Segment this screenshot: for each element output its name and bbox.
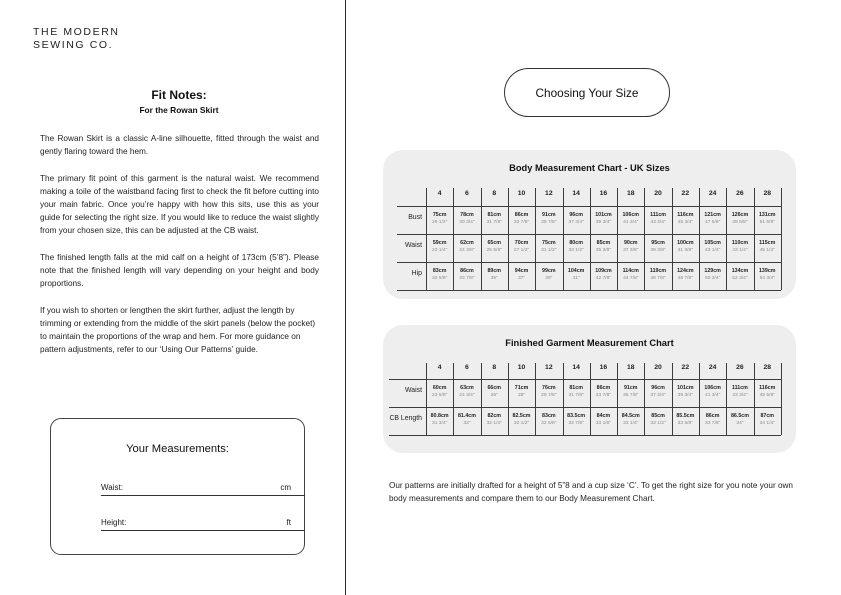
cell-inch-value: 35" [490,276,498,281]
cell-cm-value: 121cm [704,212,721,218]
table-cell [672,385,699,399]
page-divider [345,0,346,595]
size-header: 26 [736,364,744,371]
cell-cm-value: 86cm [514,212,529,218]
cell-inch-value: 32 7/8" [568,421,584,426]
cell-cm-value: 85cm [651,413,665,419]
table-cell [726,212,753,226]
cell-cm-value: 87cm [760,413,775,419]
cell-cm-value: 65cm [487,240,502,246]
cell-cm-value: 78cm [460,212,474,218]
table-cell [644,212,671,226]
size-header: 8 [492,190,497,197]
size-header: 12 [545,190,553,197]
cell-cm-value: 81.4cm [457,413,476,419]
table-row-rule [397,290,781,291]
size-header: 26 [736,190,744,197]
your-measurements-title: Your Measurements: [126,443,229,455]
cell-inch-value: 34 1/4" [759,421,775,426]
fit-notes-paragraph: The primary fit point of this garment is the natural waist. We recommend making a toile of the waistband facing first to check the fit before cutting into your main fabric. Once you’re happy with how this sits, use this as your guide for selecting the right size. If you would like to reduce the waist slightly from your chosen size, this can be adjusted at the CB waist. [40,173,319,236]
cell-inch-value: 32 1/2" [513,421,530,426]
cell-cm-value: 84cm [596,413,611,419]
table-row-rule [389,379,781,380]
cell-inch-value: 50 3/4" [704,276,721,281]
table-cell [617,240,644,254]
cell-inch-value: 29 1/2" [431,220,448,225]
table-cell [754,240,781,254]
table-cell [644,385,671,399]
size-header: 22 [681,364,690,371]
cell-inch-value: 31 3/4" [431,421,448,426]
cell-cm-value: 86cm [705,413,720,419]
cell-cm-value: 81cm [569,385,583,391]
size-header: 16 [599,364,608,371]
body-measurement-chart [383,150,796,299]
brand-logo [33,26,120,52]
cell-inch-value: 39" [545,276,553,281]
table-column-rule [781,188,782,290]
cell-cm-value: 96cm [569,212,583,218]
cell-cm-value: 75cm [432,212,447,218]
table-cell [590,240,617,254]
cell-inch-value: 52 3/4" [732,276,748,281]
cell-inch-value: 31 7/8" [568,393,584,398]
table-cell [481,268,508,282]
fit-notes-paragraph: The Rowan Skirt is a classic A-line silhouette, fitted through the waist and gently flaring toward the hem. [40,134,319,157]
table-cell [426,413,453,427]
waist-measurement-field[interactable] [101,480,305,496]
height-measurement-field[interactable] [101,515,305,531]
cell-cm-value: 129cm [704,268,721,274]
cell-cm-value: 90cm [623,240,638,246]
cell-inch-value: 51 5/8" [759,220,775,225]
cell-inch-value: 39 3/4" [595,220,612,225]
cell-cm-value: 96cm [651,385,665,391]
cell-inch-value: 41 3/4" [704,393,721,398]
cell-cm-value: 91cm [542,212,556,218]
size-header: 20 [654,364,662,371]
size-header: 14 [572,190,580,197]
table-cell [426,385,453,399]
cell-inch-value: 33 1/2" [568,248,584,253]
table-cell [590,385,617,399]
cell-cm-value: 101cm [677,385,694,391]
table-cell [672,212,699,226]
cell-inch-value: 33 5/8" [677,421,693,426]
cell-cm-value: 85.5cm [676,413,695,419]
cell-cm-value: 86.5cm [730,413,749,419]
table-cell [644,413,671,427]
cell-inch-value: 27 1/2" [513,248,530,253]
cell-cm-value: 83cm [542,413,556,419]
cell-cm-value: 119cm [649,268,667,274]
cell-inch-value: 35 7/8" [623,393,639,398]
table-cell [453,240,480,254]
cell-cm-value: 86cm [460,268,474,274]
size-header: 14 [572,364,580,371]
cell-cm-value: 70cm [514,240,529,246]
table-cell [699,240,726,254]
size-header: 20 [654,190,662,197]
cell-inch-value: 23 5/8" [431,393,448,398]
table-cell [535,385,562,399]
table-cell [754,385,781,399]
cell-cm-value: 115cm [759,240,776,246]
size-header: 12 [545,364,553,371]
fit-notes-paragraph: If you wish to shorten or lengthen the skirt further, adjust the length by trimming or extending from the middle of the skirt panels (below the pocket) to maintain the proportions of the wrap and hem. For more guidance on pattern adjustments, refer to our ‘Using Our Patterns’ guide. [40,305,316,355]
cell-inch-value: 32 5/8" [541,421,557,426]
size-header: 4 [437,364,442,371]
table-cell [453,212,480,226]
your-measurements-box [50,418,305,555]
fit-notes-subtitle: For the Rowan Skirt [139,105,219,115]
size-header: 6 [465,190,469,197]
table-cell [453,268,480,282]
table-cell [672,413,699,427]
cell-inch-value: 41 3/4" [623,220,639,225]
height-field-unit: ft [286,518,291,527]
table-cell [726,240,753,254]
table-column-rule [781,363,782,435]
table-cell [535,212,562,226]
cell-inch-value: 43 1/4" [732,248,748,253]
cell-inch-value: 42 7/8" [595,276,612,281]
table-cell [481,385,508,399]
cell-cm-value: 75cm [542,240,556,246]
table-cell [535,268,562,282]
cell-cm-value: 66cm [487,385,502,391]
height-field-label: Height: [101,518,127,527]
waist-field-label: Waist: [101,483,123,492]
table-cell [754,212,781,226]
table-cell [699,385,726,399]
cell-inch-value: 37 3/8" [623,248,639,253]
size-header: 6 [465,364,469,371]
table-row-rule [389,435,781,436]
table-cell [754,268,781,282]
cell-cm-value: 124cm [677,268,694,274]
cell-cm-value: 106cm [704,385,721,391]
cell-inch-value: 37 3/4" [568,220,584,225]
row-label: Hip [411,270,422,277]
table-cell [726,268,753,282]
cell-cm-value: 105cm [704,240,721,246]
size-header: 24 [708,190,717,197]
table-cell [535,413,562,427]
table-cell [672,268,699,282]
table-cell [426,268,453,282]
table-cell [644,240,671,254]
row-label: Bust [408,214,422,221]
table-cell [508,240,535,254]
cell-cm-value: 82cm [487,413,502,419]
table-cell [699,413,726,427]
cell-inch-value: 35 7/8" [541,220,557,225]
brand-line-1: THE MODERN [33,26,120,38]
cell-inch-value: 23 1/4" [431,248,448,253]
cell-cm-value: 94cm [514,268,529,274]
table-cell [508,413,535,427]
cell-inch-value: 33 7/8" [513,220,530,225]
cell-cm-value: 99cm [542,268,556,274]
cell-cm-value: 111cm [731,385,748,391]
table-cell [672,240,699,254]
cell-inch-value: 31 1/2" [541,248,557,253]
cell-cm-value: 131cm [758,212,776,218]
row-label: Waist [405,387,422,394]
cell-inch-value: 34" [736,421,744,426]
cell-inch-value: 24 3/8" [459,248,475,253]
cell-inch-value: 43 3/4" [650,220,666,225]
size-header: 24 [708,364,717,371]
cell-cm-value: 82.5cm [512,413,531,419]
sizing-note: Our patterns are initially drafted for a height of 5”8 and a cup size ‘C’. To get the right size for you note your own body measurements and compare them to our Body Measurement Chart. [389,481,793,504]
table-cell [617,268,644,282]
cell-inch-value: 49 5/8" [732,220,748,225]
cell-inch-value: 30 3/4" [459,220,475,225]
table-cell [726,385,753,399]
table-cell [726,413,753,427]
cell-cm-value: 85cm [596,240,611,246]
fit-notes-body [40,132,319,370]
cell-inch-value: 33 7/8" [704,421,721,426]
cell-cm-value: 76cm [542,385,556,391]
cell-inch-value: 35 3/8" [595,248,612,253]
cell-inch-value: 33 1/4" [623,421,639,426]
row-label: CB Length [389,415,422,422]
cell-inch-value: 48 7/8" [677,276,693,281]
cell-cm-value: 134cm [731,268,749,274]
table-row-rule [389,407,781,408]
table-cell [481,413,508,427]
brand-line-2: SEWING CO. [33,39,114,51]
cell-inch-value: 45 1/4" [759,248,775,253]
table-cell [563,268,590,282]
choosing-your-size-heading: Choosing Your Size [504,68,670,117]
size-header: 28 [763,190,772,197]
cell-cm-value: 83.5cm [567,413,586,419]
table-cell [617,385,644,399]
cell-inch-value: 45 3/4" [677,220,693,225]
size-header: 28 [763,364,772,371]
cell-inch-value: 33 7/8" [459,276,475,281]
cell-cm-value: 116cm [677,212,694,218]
cell-inch-value: 47 5/8" [704,220,721,225]
cell-cm-value: 63cm [460,385,474,391]
cell-cm-value: 104cm [567,268,585,274]
size-header: 22 [681,190,690,197]
table-cell [699,212,726,226]
cell-cm-value: 101cm [595,212,612,218]
cell-inch-value: 37 3/4" [650,393,666,398]
table-cell [481,212,508,226]
table-cell [426,212,453,226]
cell-cm-value: 111cm [650,212,666,218]
table-cell [426,240,453,254]
cell-inch-value: 46 7/8" [650,276,666,281]
table-cell [535,240,562,254]
cell-inch-value: 43 3/4" [732,393,748,398]
table-cell [617,413,644,427]
size-header: 16 [599,190,608,197]
cell-inch-value: 39 3/4" [677,393,693,398]
table-cell [590,212,617,226]
cell-cm-value: 106cm [622,212,639,218]
cell-inch-value: 54 3/4" [759,276,775,281]
cell-cm-value: 59cm [432,240,447,246]
garment-chart-title: Finished Garment Measurement Chart [505,338,674,348]
table-cell [699,268,726,282]
table-cell [563,240,590,254]
cell-inch-value: 37" [517,276,526,281]
cell-cm-value: 100cm [677,240,694,246]
table-cell [590,268,617,282]
table-cell [481,240,508,254]
table-cell [508,385,535,399]
cell-cm-value: 110cm [731,240,749,246]
cell-cm-value: 114cm [622,268,639,274]
table-cell [644,268,671,282]
cell-inch-value: 32" [463,421,471,426]
size-header: 10 [517,190,526,197]
cell-inch-value: 26" [490,393,498,398]
table-cell [453,413,480,427]
table-cell [590,413,617,427]
cell-cm-value: 86cm [596,385,611,391]
cell-inch-value: 33 7/8" [595,393,612,398]
cell-inch-value: 43 1/4" [704,248,721,253]
table-cell [453,385,480,399]
cell-inch-value: 39 3/8" [650,248,666,253]
cell-inch-value: 32 5/8" [431,276,448,281]
table-cell [508,268,535,282]
table-cell [617,212,644,226]
cell-cm-value: 80.8cm [430,413,449,419]
cell-inch-value: 28" [517,393,526,398]
cell-inch-value: 32 1/4" [486,421,502,426]
size-header: 8 [492,364,497,371]
cell-cm-value: 126cm [731,212,749,218]
cell-cm-value: 89cm [487,268,502,274]
cell-cm-value: 116cm [759,385,776,391]
cell-cm-value: 83cm [432,268,447,274]
fit-notes-title: Fit Notes: [151,88,207,102]
cell-inch-value: 29 7/8" [541,393,557,398]
table-cell [563,212,590,226]
finished-garment-chart [383,325,796,453]
table-cell [754,413,781,427]
row-label: Waist [405,242,422,249]
table-cell [563,413,590,427]
cell-inch-value: 41" [572,276,580,281]
cell-cm-value: 91cm [623,385,638,391]
cell-inch-value: 41 3/8" [677,248,693,253]
cell-inch-value: 44 7/8" [623,276,639,281]
cell-inch-value: 31 7/8" [486,220,502,225]
cell-inch-value: 25 5/8" [486,248,502,253]
cell-inch-value: 45 5/8" [759,393,775,398]
cell-cm-value: 109cm [595,268,612,274]
cell-cm-value: 139cm [758,268,776,274]
cell-cm-value: 62cm [460,240,474,246]
size-header: 4 [437,190,442,197]
fit-notes-paragraph: The finished length falls at the mid calf on a height of 173cm (5’8”). Please note that the finished length will vary depending on your height and body proportions. [40,252,319,289]
cell-inch-value: 33 1/2" [650,421,666,426]
table-cell [508,212,535,226]
cell-cm-value: 84.5cm [621,413,640,419]
cell-cm-value: 95cm [651,240,665,246]
table-cell [563,385,590,399]
cell-cm-value: 60cm [432,385,447,391]
size-header: 10 [517,364,526,371]
cell-cm-value: 81cm [487,212,502,218]
cell-cm-value: 80cm [569,240,583,246]
cell-inch-value: 24 3/4" [459,393,475,398]
waist-field-unit: cm [280,483,291,492]
size-header: 18 [626,364,635,371]
body-chart-title: Body Measurement Chart - UK Sizes [509,163,670,173]
size-header: 18 [626,190,635,197]
cell-cm-value: 71cm [514,385,529,391]
cell-inch-value: 33 1/8" [595,421,612,426]
